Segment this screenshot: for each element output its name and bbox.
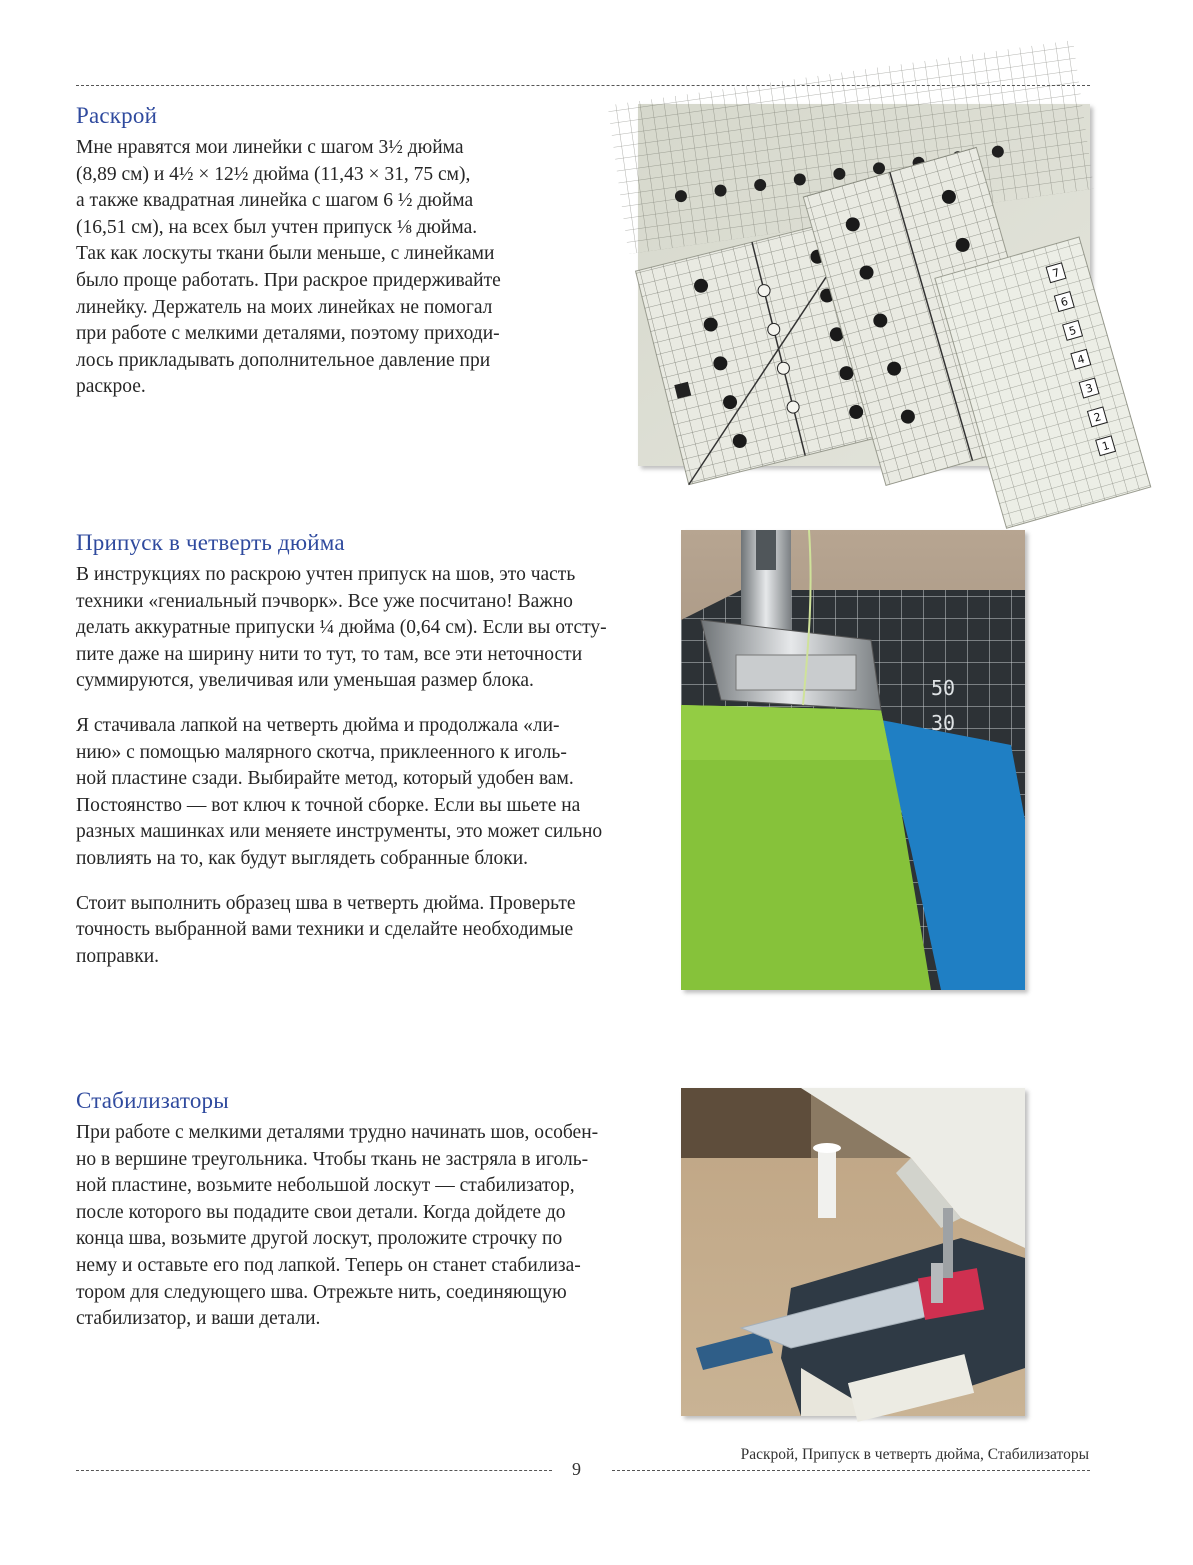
paragraph: В инструкциях по раскрою учтен припуск на шов, это часть техники «гениальный пэчворк». Все уже посчитано! Важно делать аккуратные припуски ¼ дюйма (0,64 см). Если вы отсту- пите даже на ширину нити то тут, то там, все эти неточности суммируются, увеличивая или уменьшая размер блока. — [76, 564, 607, 692]
section-cutting — [76, 103, 636, 419]
plate-label: 50 — [931, 676, 956, 700]
paragraph: Стоит выполнить образец шва в четверть дюйма. Проверьте точность выбранной вами техники и сделайте необходимые поправки. — [76, 892, 576, 967]
rulers-photo — [638, 104, 1111, 466]
sewing-machine-photo — [681, 1088, 1025, 1416]
ruler-label: 5 — [1067, 323, 1078, 339]
section-seam-allowance — [76, 530, 666, 988]
ruler-label: 1 — [1100, 439, 1111, 454]
footer-dashed-rule — [76, 1470, 552, 1471]
ruler-label: 3 — [1084, 381, 1095, 396]
plate-label: 30 — [931, 711, 956, 735]
page-number: 9 — [572, 1459, 581, 1479]
ruler-label: 2 — [1092, 410, 1103, 425]
paragraph: Мне нравятся мои линейки с шагом 3½ дюйма (8,89 см) и 4½ × 12½ дюйма (11,43 × 31, 75 см), а также квадратная линейка с шагом 6 ½ дюйма (16,51 см), на всех был учтен припуск ⅛ дюйма. Так как лоскуты ткани были меньше, с линейками было проще работать. При раскрое придерживайте линейку. Держатель на моих линейках не помогал при работе с мелкими деталями, поэтому приходи- лось прикладывать дополнительное давление при раскрое. — [76, 137, 501, 398]
ruler-label: 7 — [1051, 265, 1062, 281]
footer-dashed-rule — [612, 1470, 1090, 1471]
paragraph: Я стачивала лапкой на четверть дюйма и продолжала «ли- нию» с помощью малярного скотча, приклеенного к иголь- ной пластине сзади. Выбирайте метод, который удобен вам. Постоянство — вот ключ к точной сборке. Если вы шьете на разных машинках или меняете инструменты, это может сильно повлиять на то, как будут выглядеть собранные блоки. — [76, 714, 603, 869]
ruler-label: 6 — [1059, 294, 1070, 310]
presser-foot-photo — [681, 530, 1025, 990]
section-stabilizers — [76, 1088, 666, 1351]
running-head: Раскрой, Припуск в четверть дюйма, Стабилизаторы — [740, 1446, 1089, 1463]
section-heading: Припуск в четверть дюйма — [76, 530, 345, 555]
section-heading: Раскрой — [76, 103, 158, 128]
ruler-label: 4 — [1075, 352, 1087, 367]
paragraph: При работе с мелкими деталями трудно начинать шов, особен- но в вершине треугольника. Чтобы ткань не застряла в иголь- ной пластине, возьмите небольшой лоскут — стабилизатор, после которого вы подадите свои детали. Когда дойдете до конца шва, возьмите другой лоскут, проложите строчку по нему и оставьте его под лапкой. Теперь он станет стабилиза- тором для следующего шва. Отрежьте нить, соединяющую стабилизатор, и ваши детали. — [76, 1122, 599, 1330]
section-heading: Стабилизаторы — [76, 1088, 229, 1113]
